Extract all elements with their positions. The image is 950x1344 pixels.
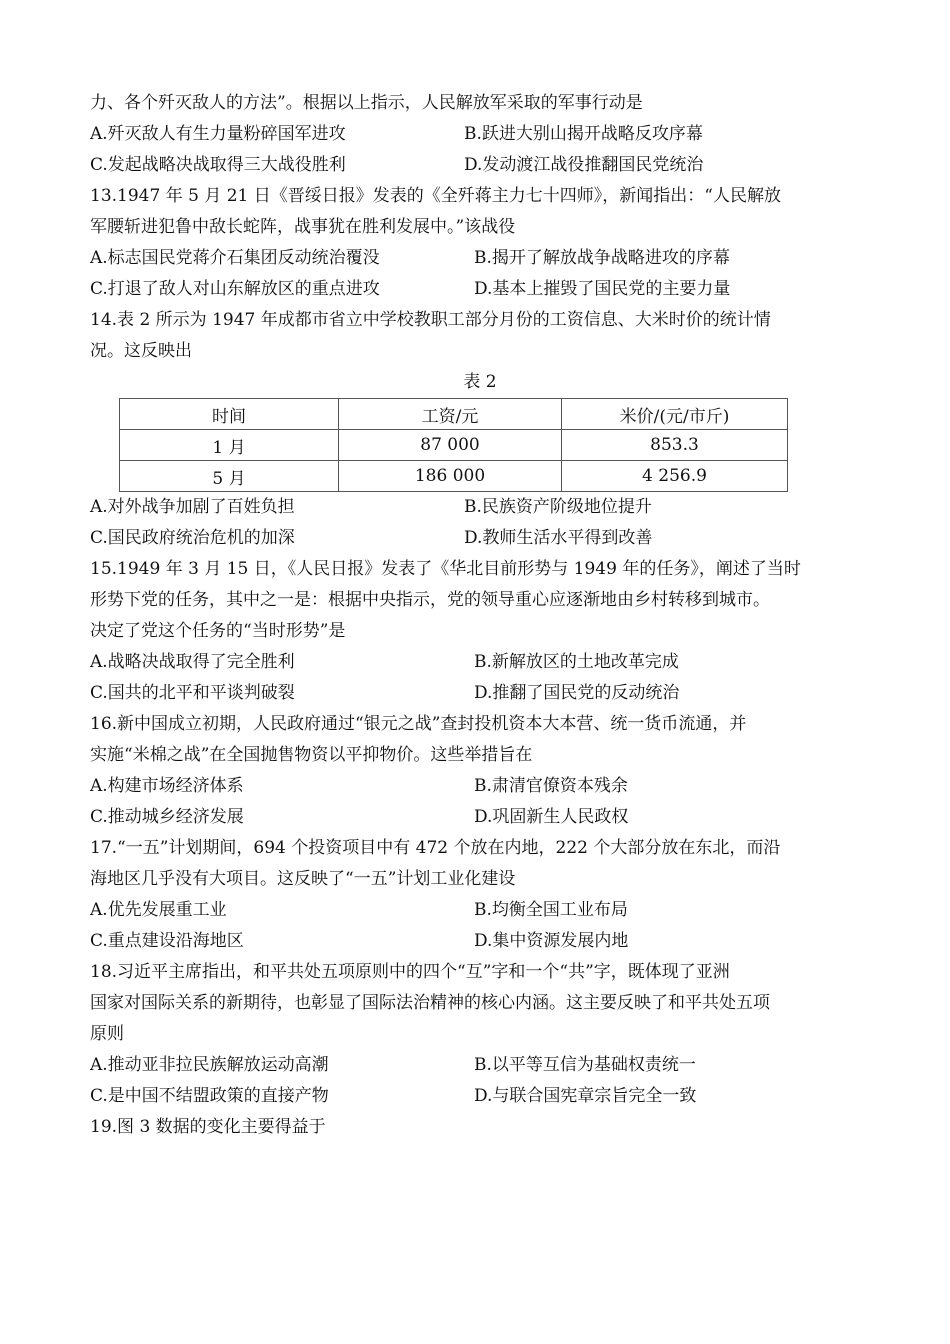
- q13-stem-line1: 13.1947 年 5 月 21 日《晋绥日报》发表的《全歼蒋主力七十四师》，新闻指出：“人民解放: [90, 186, 781, 206]
- exam-page: [90, 88, 870, 1143]
- q18-option-b[interactable]: B.以平等互信为基础权责统一: [474, 1055, 696, 1075]
- q16-option-b[interactable]: B.肃清官僚资本残余: [474, 776, 628, 796]
- q14-options-row2: [90, 523, 870, 554]
- table-header-rice-price: 米价/(元/市斤): [562, 399, 788, 430]
- q12-options-row1: [90, 119, 870, 150]
- q14-option-c[interactable]: C.国民政府统治危机的加深: [90, 528, 295, 548]
- q15-stem-line1: 15.1949 年 3 月 15 日，《人民日报》发表了《华北目前形势与 1949 年的任务》，阐述了当时: [90, 559, 801, 579]
- q14-option-b[interactable]: B.民族资产阶级地位提升: [464, 497, 652, 517]
- q13-option-a[interactable]: A.标志国民党蒋介石集团反动统治覆没: [90, 248, 380, 268]
- q15-option-c[interactable]: C.国共的北平和平谈判破裂: [90, 683, 295, 703]
- q13-stem-line2: 军腰斩进犯鲁中敌长蛇阵，战事犹在胜利发展中。”该战役: [90, 217, 516, 237]
- q17-option-a[interactable]: A.优先发展重工业: [90, 900, 227, 920]
- table-cell: 87 000: [339, 430, 562, 461]
- table-cell: 1 月: [120, 430, 339, 461]
- q16-options-row1: [90, 771, 870, 802]
- q17-stem-line1: 17.“一五”计划期间，694 个投资项目中有 472 个放在内地，222 个大部分放在东北，而沿: [90, 838, 781, 858]
- q12-option-c[interactable]: C.发起战略决战取得三大战役胜利: [90, 155, 346, 175]
- q13-option-c[interactable]: C.打退了敌人对山东解放区的重点进攻: [90, 279, 380, 299]
- table-header-salary: 工资/元: [339, 399, 562, 430]
- table-header-row: [120, 399, 788, 430]
- q16-stem-line2: 实施“米棉之战”在全国抛售物资以平抑物价。这些举措旨在: [90, 745, 533, 765]
- q13-option-b[interactable]: B.揭开了解放战争战略进攻的序幕: [474, 248, 730, 268]
- q17-option-b[interactable]: B.均衡全国工业布局: [474, 900, 628, 920]
- table-caption: 表 2: [463, 372, 497, 392]
- q13-options-row1: [90, 243, 870, 274]
- q14-options-row1: [90, 492, 870, 523]
- q14-option-a[interactable]: A.对外战争加剧了百姓负担: [90, 497, 295, 517]
- q16-option-a[interactable]: A.构建市场经济体系: [90, 776, 244, 796]
- table-cell: 4 256.9: [562, 461, 788, 492]
- salary-rice-table: [119, 398, 788, 492]
- q12-option-b[interactable]: B.跃进大别山揭开战略反攻序幕: [464, 124, 703, 144]
- q17-stem-line2: 海地区几乎没有大项目。这反映了“一五”计划工业化建设: [90, 869, 516, 889]
- q12-stem: 力、各个歼灭敌人的方法”。根据以上指示，人民解放军采取的军事行动是: [90, 93, 643, 113]
- q12-option-d[interactable]: D.发动渡江战役推翻国民党统治: [464, 155, 704, 175]
- q16-option-d[interactable]: D.巩固新生人民政权: [474, 807, 629, 827]
- q12-options-row2: [90, 150, 870, 181]
- q19-stem-line1: 19.图 3 数据的变化主要得益于: [90, 1117, 326, 1137]
- q16-stem-line1: 16.新中国成立初期，人民政府通过“银元之战”查封投机资本大本营、统一货币流通，并: [90, 714, 747, 734]
- q15-options-row1: [90, 647, 870, 678]
- q15-option-b[interactable]: B.新解放区的土地改革完成: [474, 652, 679, 672]
- table-row: [120, 461, 788, 492]
- q18-options-row1: [90, 1050, 870, 1081]
- table-header-time: 时间: [120, 399, 339, 430]
- q14-stem-line1: 14.表 2 所示为 1947 年成都市省立中学校教职工部分月份的工资信息、大米时价的统计情: [90, 310, 771, 330]
- table-cell: 5 月: [120, 461, 339, 492]
- q18-stem-line3: 原则: [90, 1024, 124, 1044]
- q14-stem-line2: 况。这反映出: [90, 341, 192, 361]
- q18-option-a[interactable]: A.推动亚非拉民族解放运动高潮: [90, 1055, 329, 1075]
- q15-option-d[interactable]: D.推翻了国民党的反动统治: [474, 683, 680, 703]
- table-cell: 853.3: [562, 430, 788, 461]
- q16-option-c[interactable]: C.推动城乡经济发展: [90, 807, 244, 827]
- q15-option-a[interactable]: A.战略决战取得了完全胜利: [90, 652, 295, 672]
- q18-option-c[interactable]: C.是中国不结盟政策的直接产物: [90, 1086, 329, 1106]
- q18-options-row2: [90, 1081, 870, 1112]
- q17-option-c[interactable]: C.重点建设沿海地区: [90, 931, 244, 951]
- q12-option-a[interactable]: A.歼灭敌人有生力量粉碎国军进攻: [90, 124, 346, 144]
- table-row: [120, 430, 788, 461]
- q14-option-d[interactable]: D.教师生活水平得到改善: [464, 528, 653, 548]
- q16-options-row2: [90, 802, 870, 833]
- q13-option-d[interactable]: D.基本上摧毁了国民党的主要力量: [474, 279, 731, 299]
- q17-options-row1: [90, 895, 870, 926]
- q18-option-d[interactable]: D.与联合国宪章宗旨完全一致: [474, 1086, 697, 1106]
- q17-option-d[interactable]: D.集中资源发展内地: [474, 931, 629, 951]
- q13-options-row2: [90, 274, 870, 305]
- q18-stem-line2: 国家对国际关系的新期待，也彰显了国际法治精神的核心内涵。这主要反映了和平共处五项: [90, 993, 770, 1013]
- q15-options-row2: [90, 678, 870, 709]
- q18-stem-line1: 18.习近平主席指出，和平共处五项原则中的四个“互”字和一个“共”字，既体现了亚洲: [90, 962, 730, 982]
- q15-stem-line3: 决定了党这个任务的“当时形势”是: [90, 621, 346, 641]
- q17-options-row2: [90, 926, 870, 957]
- q15-stem-line2: 形势下党的任务，其中之一是：根据中央指示，党的领导重心应逐渐地由乡村转移到城市。: [90, 590, 770, 610]
- table-cell: 186 000: [339, 461, 562, 492]
